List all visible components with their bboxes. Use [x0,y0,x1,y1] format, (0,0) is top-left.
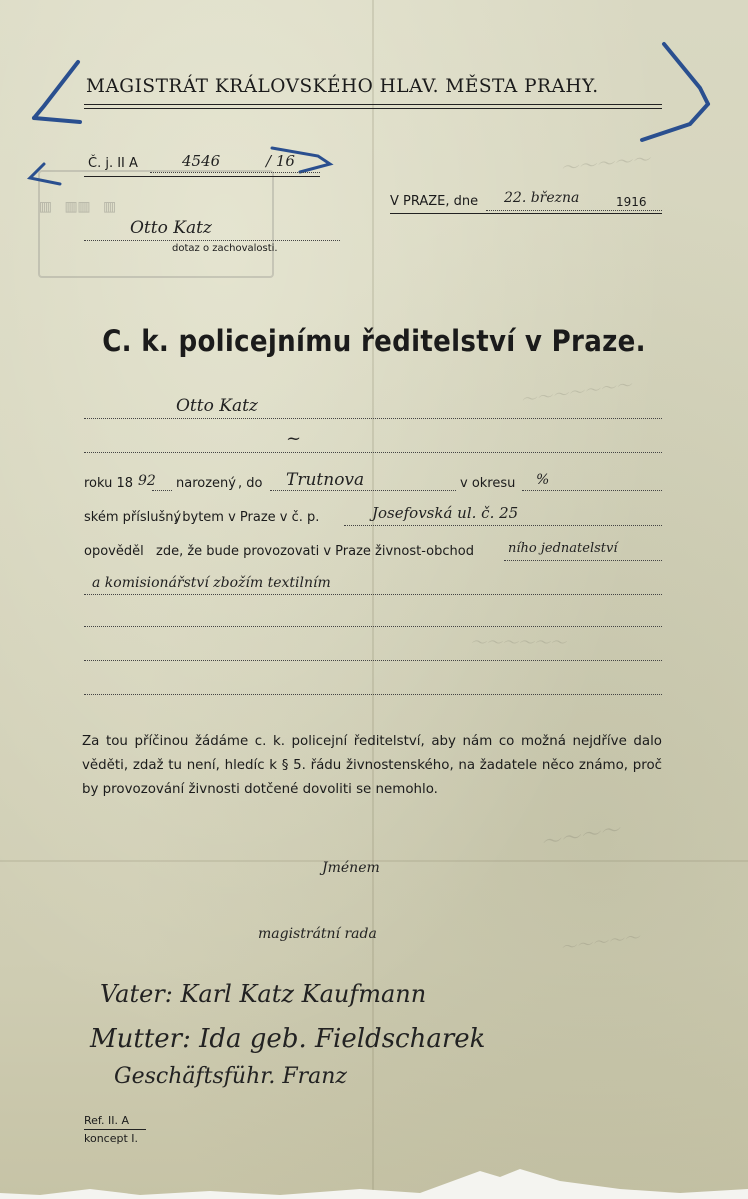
person-name: Otto Katz [176,396,258,416]
residence-label: , bytem v Praze v č. p. [174,510,320,525]
reference-line [150,172,320,173]
reference-year: / 16 [266,152,295,170]
subject-line [84,240,340,241]
date-year: 1916 [616,195,647,209]
bleed-through-text: ～～～～～～ [470,633,567,652]
form-line-3 [84,660,662,661]
birth-place-line [270,490,456,491]
torn-edge [0,1119,748,1199]
trade-line-2: a komisionářství zbožím textilním [92,575,331,591]
birth-prefix: roku 18 [84,476,134,491]
jurisdiction-label: ském příslušný [84,510,182,525]
bleed-through-text: ～～～～～ [559,927,642,958]
footer-ref: Ref. II. A [84,1114,129,1127]
registry-stamp-mark: ▥ ▥▥ ▥ [40,196,118,217]
note-father: Vater: Karl Katz Kaufmann [100,980,427,1008]
trade-line-1: ního jednatelství [508,541,618,556]
district-label: v okresu [460,476,516,491]
date-handwritten: 22. března [504,190,580,206]
declared-rest: zde, že bude provozovati v Praze živnost-obchod [156,544,474,559]
tilde-mark: ~ [286,428,302,449]
header-rule [84,104,662,105]
address-value: Josefovská ul. č. 25 [372,504,519,522]
trade-underline-1 [504,560,662,561]
date-dotted-line [486,210,662,211]
signature-title: magistrátní rada [258,926,377,942]
district-line [522,490,662,491]
birth-year-line [152,490,172,491]
signature-on-behalf: Jménem [322,860,380,876]
blue-pencil-marks [0,0,748,220]
form-line-2 [84,626,662,627]
reference-number: 4546 [182,152,221,170]
subject-label: dotaz o zachovalosti. [172,243,278,254]
note-mother: Mutter: Ida geb. Fieldscharek [90,1024,486,1054]
reference-prefix: Č. j. II A [88,156,138,171]
name-line-1 [84,418,662,419]
birth-year: 92 [138,473,156,489]
declared-label: opověděl [84,544,144,559]
date-underline [390,213,662,214]
subject-name: Otto Katz [130,218,212,238]
birth-place: Trutnova [286,470,365,490]
addressee-heading: C. k. policejnímu ředitelství v Praze. [102,324,646,358]
header-rule-lower [84,108,662,109]
header-title: MAGISTRÁT KRÁLOVSKÉHO HLAV. MĚSTA PRAHY. [86,76,599,97]
district-value: % [536,472,550,488]
bleed-through-text: ～～～～～ [559,149,652,180]
in-label: , do [238,476,263,491]
address-line [344,525,662,526]
form-line-4 [84,694,662,695]
date-place: V PRAZE, dne [390,194,479,209]
bleed-through-text: ～～～～～～～ [519,375,633,410]
footer-concept: koncept I. [84,1132,139,1145]
reference-underline [84,176,320,177]
born-label: narozený [176,476,236,491]
note-manager: Geschäftsführ. Franz [114,1064,347,1089]
form-line-1 [84,594,662,595]
bleed-through-text: ～～～～ [538,817,622,855]
name-line-2 [84,452,662,453]
request-paragraph: Za tou příčinou žádáme c. k. policejní ředitelství, aby nám co možná nejdříve dalo věděti, zdaž tu není, hledíc k § 5. řádu živnostenského, na žadatele něco známo, proč by provozování živnosti dotčené dovoliti se nemohlo. [82,734,662,797]
